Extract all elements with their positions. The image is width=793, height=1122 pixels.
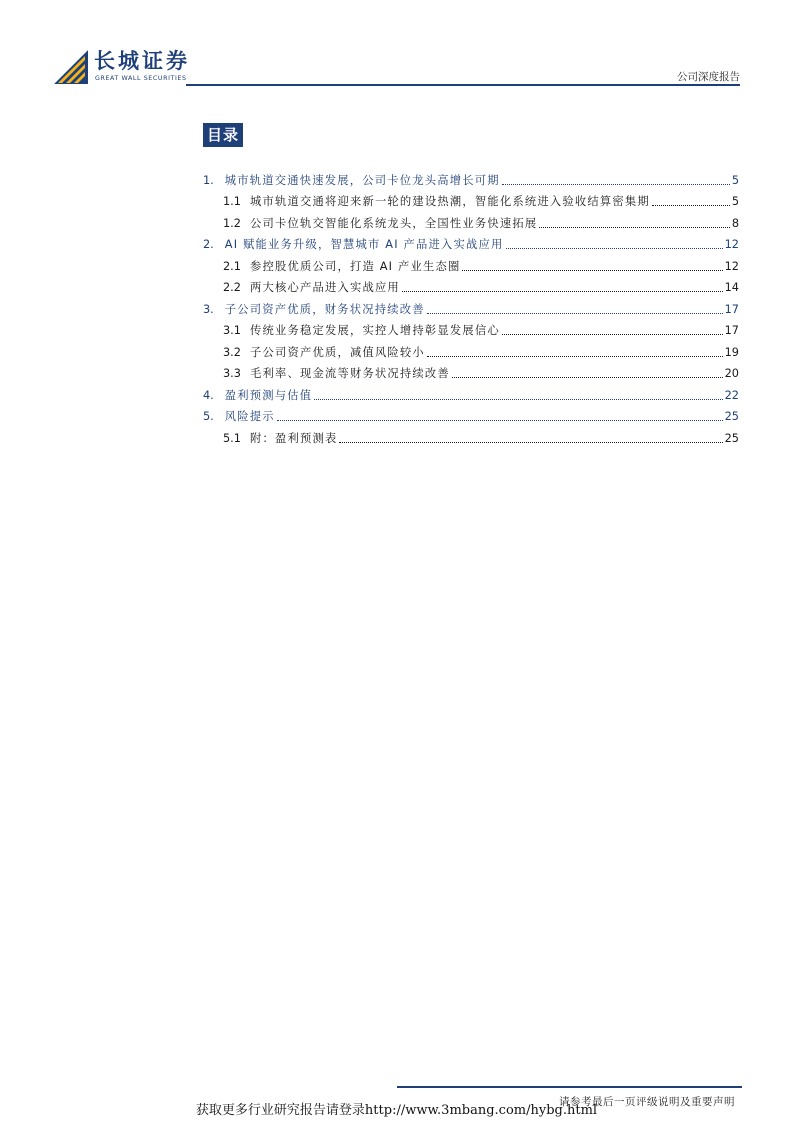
- toc-entry-page: 22: [724, 388, 739, 402]
- toc-entry[interactable]: [203, 231, 739, 253]
- toc-entry-page: 19: [724, 345, 739, 359]
- toc-leader-dots: [314, 399, 722, 400]
- toc-entry[interactable]: [203, 338, 739, 360]
- toc-leader-dots: [502, 334, 723, 335]
- toc-entry-title: 附：盈利预测表: [249, 431, 338, 445]
- toc-entry-number: 5.: [203, 410, 214, 423]
- toc-entry[interactable]: [203, 360, 739, 382]
- toc-entry-title: 传统业务稳定发展，实控人增持彰显发展信心: [249, 324, 500, 337]
- toc-entry-number: 2.2: [223, 281, 241, 294]
- download-watermark: 获取更多行业研究报告请登录http://www.3mbang.com/hybg.html: [195, 1103, 598, 1118]
- brand-name-cn: 长城证券: [94, 48, 190, 73]
- toc-entry[interactable]: [203, 295, 739, 317]
- toc-entry-page: 5: [731, 195, 739, 208]
- toc-entry-number: 5.1: [223, 431, 241, 445]
- footer-disclaimer: 请参考最后一页评级说明及重要声明: [559, 1096, 735, 1108]
- toc-entry-number: 2.1: [223, 259, 241, 273]
- toc-entry-number: 1.1: [223, 195, 241, 208]
- toc-entry-page: 20: [724, 367, 739, 380]
- toc-leader-dots: [277, 420, 723, 421]
- toc-entry-title: 两大核心产品进入实战应用: [249, 281, 400, 294]
- toc-entry-number: 3.: [203, 302, 214, 316]
- toc-entry-number: 2.: [203, 238, 214, 251]
- toc-entry-number: 3.2: [223, 345, 241, 359]
- toc-entry[interactable]: [203, 381, 739, 403]
- toc-entry-title: 城市轨道交通快速发展，公司卡位龙头高增长可期: [224, 173, 500, 187]
- toc-entry[interactable]: [203, 166, 739, 188]
- toc-leader-dots: [402, 291, 723, 292]
- page-header: [0, 0, 793, 90]
- report-type-label: 公司深度报告: [677, 71, 740, 83]
- toc-entry[interactable]: [203, 274, 739, 296]
- toc-entry-number: 4.: [203, 388, 214, 402]
- toc-entry-page: 8: [731, 216, 739, 230]
- toc-entry[interactable]: [203, 188, 739, 210]
- toc-entry-number: 1.2: [223, 216, 241, 230]
- toc-entry-title: 子公司资产优质，财务状况持续改善: [224, 302, 425, 316]
- toc-entry-page: 12: [724, 238, 739, 251]
- brand-name-en: GREAT WALL SECURITIES: [95, 75, 187, 82]
- toc-entry-number: 3.1: [223, 324, 241, 337]
- toc-entry-title: 盈利预测与估值: [224, 388, 313, 402]
- toc-entry-title: 子公司资产优质，减值风险较小: [249, 345, 425, 359]
- toc-entry[interactable]: [203, 403, 739, 425]
- toc-entry-number: 3.3: [223, 367, 241, 380]
- toc-entry-title: 城市轨道交通将迎来新一轮的建设热潮，智能化系统进入验收结算密集期: [249, 195, 650, 208]
- toc-entry-page: 14: [724, 281, 739, 294]
- footer-divider: [397, 1086, 742, 1088]
- toc-entry[interactable]: [203, 209, 739, 231]
- toc-leader-dots: [427, 356, 723, 357]
- toc-entry-page: 25: [724, 431, 739, 445]
- toc-entry-title: 毛利率、现金流等财务状况持续改善: [249, 367, 450, 380]
- toc-leader-dots: [502, 184, 730, 185]
- toc-entry-page: 17: [724, 302, 739, 316]
- toc-leader-dots: [539, 227, 729, 228]
- toc-entry-page: 25: [724, 410, 739, 423]
- toc-title: 目录: [203, 123, 243, 147]
- toc-entry[interactable]: [203, 317, 739, 339]
- toc-entry[interactable]: [203, 252, 739, 274]
- toc-entry-title: 风险提示: [224, 410, 275, 423]
- toc-entry-page: 5: [731, 173, 739, 187]
- toc-entry-title: 公司卡位轨交智能化系统龙头，全国性业务快速拓展: [249, 216, 538, 230]
- great-wall-logo-icon: [54, 50, 88, 84]
- toc-entry-number: 1.: [203, 173, 214, 187]
- toc-entry-page: 17: [724, 324, 739, 337]
- toc-leader-dots: [339, 442, 722, 443]
- toc-leader-dots: [452, 377, 723, 378]
- toc-leader-dots: [506, 248, 723, 249]
- toc-leader-dots: [652, 205, 730, 206]
- toc-entry-title: 参控股优质公司，打造 AI 产业生态圈: [249, 259, 461, 273]
- header-divider: [186, 84, 740, 86]
- toc-leader-dots: [427, 313, 723, 314]
- table-of-contents: [203, 166, 739, 446]
- toc-leader-dots: [462, 270, 722, 271]
- toc-entry[interactable]: [203, 424, 739, 446]
- toc-entry-page: 12: [724, 259, 739, 273]
- toc-entry-title: AI 赋能业务升级，智慧城市 AI 产品进入实战应用: [224, 238, 504, 251]
